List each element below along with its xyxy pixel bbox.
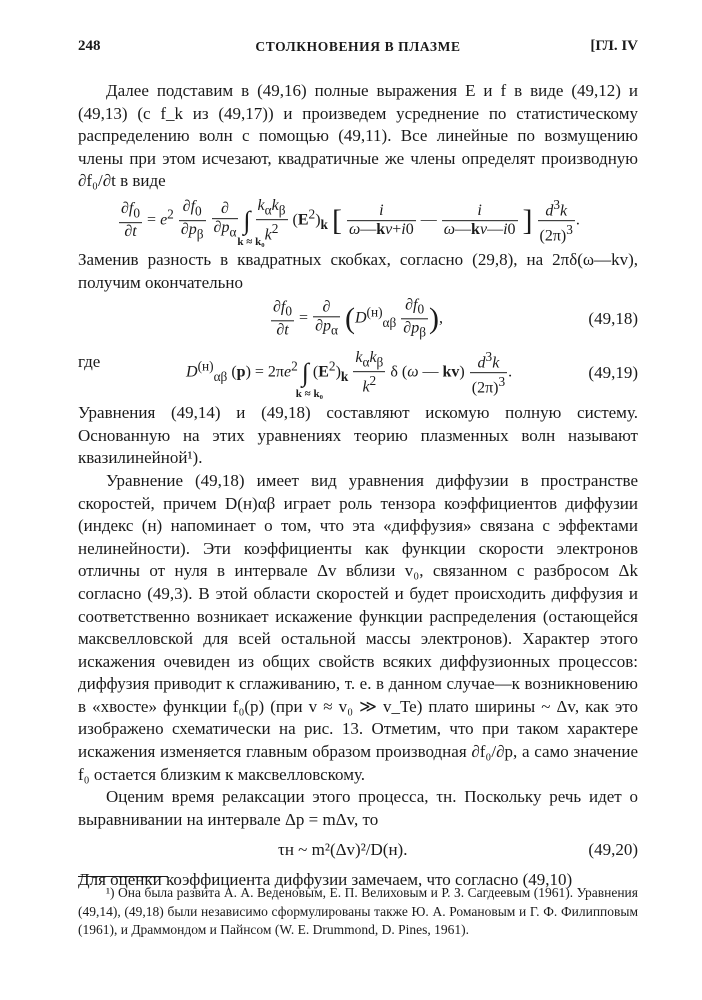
paragraph-4: Уравнение (49,18) имеет вид уравнения диффузии в пространстве скоростей, причем D(н)αβ играет роль тензора коэффициентов диффузии (индекс (н) напоминает о том, что эта «диффузия» связана с эффектами нелинейности). Эти коэффициенты как функции скорости электронов отличны от нуля в интервале Δv вблизи v₀, связанном с разбросом Δk согласно (49,3). В этой области скоростей и будет происходить диффузия и соответственно возникает искажение функции распределения (остающейся максвелловской для всей остальной массы электронов). Характер этого искажения очевиден из общих свойств всяких диффузионных процессов: диффузия приводит к сглаживанию, т. е. в данном случае—к возникновению в «хвосте» функции f₀(p) (при v ≈ v₀ ≫ v_Te) плато ширины ~ Δv, как это изображено схематически на рис. 13. Отметим, что при таком характере искажения изменяется главным образом производная ∂f₀/∂p, а само значение f₀ остается близким к максвелловскому.	[78, 470, 638, 784]
paragraph-5: Оценим время релаксации этого процесса, τн. Поскольку речь идет о выравнивании на интервале Δp = mΔv, то	[78, 787, 638, 829]
equation-unnumbered	[78, 193, 638, 249]
paragraph-1: Далее подставим в (49,16) полные выражения E и f в виде (49,12) и (49,13) (с f_k из (49,17)) и произведем усреднение по статистическому распределению волн с помощью (49,11). Все линейные по возмущению члены при этом исчезают, квадратичные же члены определят производную ∂f₀/∂t в виде	[78, 81, 638, 191]
equation-number: (49,18)	[588, 309, 638, 329]
footnote-text: ¹) Она была развита А. А. Веденовым, Е. П. Велиховым и Р. З. Сагдеевым (1961). Уравнения (49,14), (49,18) были независимо сформулированы также Ю. А. Романовым и Г. Ф. Филипповым (1961), и Драммондом и Пайнсом (W. E. Drummond, D. Pines, 1961).	[78, 885, 638, 937]
footnote	[78, 884, 638, 940]
page-body	[78, 80, 638, 892]
equation-body: $D^{(н)}_{\alpha\beta}$ $(p) = 2\pi e^2$ ∫ k ≈ k₀ $(E^2)_k$ $\frac{k_\alpha k_\beta}{k^2}$ δ (ω — kv) $\frac{d^3k}{(2\pi)^3}$ .	[186, 349, 513, 401]
equation-49-18	[78, 294, 638, 344]
running-title: СТОЛКНОВЕНИЯ В ПЛАЗМЕ	[255, 39, 461, 54]
paragraph-2: Заменив разность в квадратных скобках, согласно (29,8), на 2πδ(ω—kv), получим окончательно	[78, 249, 638, 292]
equation-body: $\frac{\partial f_0}{\partial t}$ = $\frac{\partial}{\partial p_\alpha}$ ($D^{(н)}_{\alpha\beta}$ $\frac{\partial f_0}{\partial p_\beta}$ ),	[273, 296, 443, 340]
paragraph-6: Для оценки коэффициента диффузии замечаем, что согласно (49,10)	[78, 870, 573, 890]
chapter-label: [ГЛ. IV	[590, 38, 638, 54]
integral-range: k ≈ k₀	[237, 235, 265, 248]
equation-number: (49,19)	[588, 363, 638, 383]
paragraph-3: Уравнения (49,14) и (49,18) составляют искомую полную систему. Основанную на этих уравнениях теорию плазменных волн называют квазилинейной¹).	[78, 403, 638, 468]
where-label: где	[78, 352, 101, 372]
equation-body: τн ~ m²(Δv)²/D(н).	[278, 840, 408, 860]
page-number: 248	[78, 38, 101, 54]
footnote-rule	[78, 876, 168, 877]
equation-body: $\frac{\partial f_0}{\partial t}$ = $e^2$ $\frac{\partial f_0}{\partial p_\beta}$ $\frac{\partial}{\partial p_\alpha}$ ∫ k ≈ k₀ $\frac{k_\alpha k_\beta}{k^2}$ $(E^2)_k$ [ $\frac{i}{\omega—kv+i0}$ — $\frac{i}{\omega—kv—i0}$ ] $\frac{d^3k}{(2\pi)^3}$ .	[121, 197, 580, 248]
equation-49-19	[78, 344, 638, 402]
equation-49-20	[78, 831, 638, 869]
running-header	[78, 38, 638, 64]
equation-number: (49,20)	[588, 840, 638, 860]
